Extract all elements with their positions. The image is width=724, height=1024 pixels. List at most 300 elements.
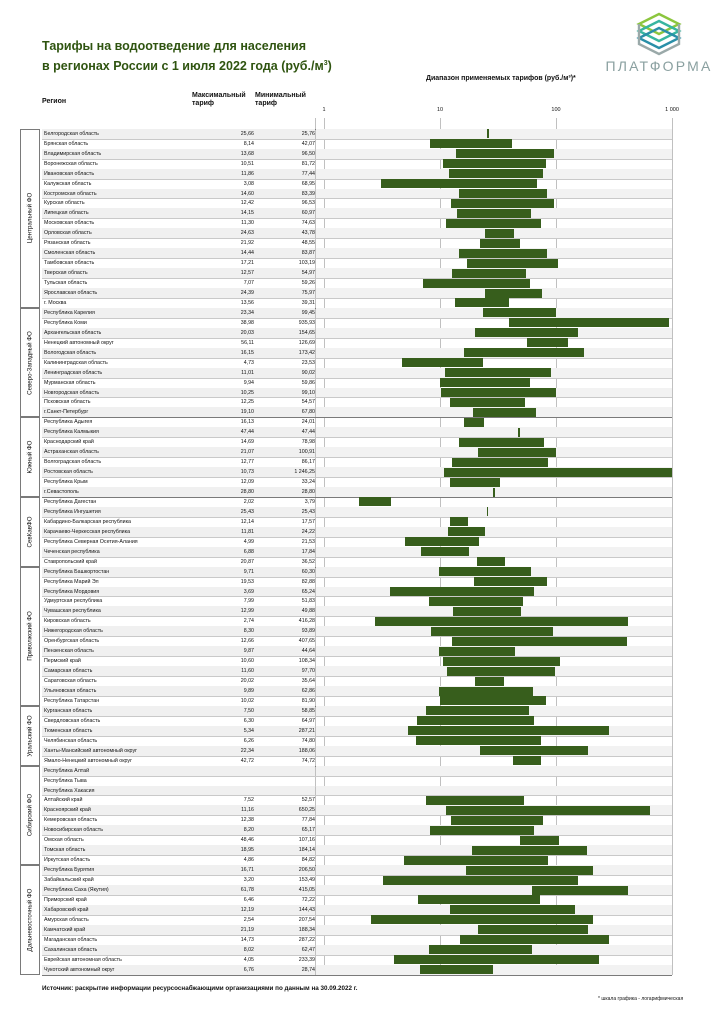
max-tariff-value: 21,92 [240,240,254,247]
region-name: Приморский край [44,896,87,903]
region-name: Псковская область [44,399,91,406]
region-name: Саратовская область [44,678,97,685]
max-tariff-value: 6,88 [243,548,254,555]
range-bar [420,965,493,974]
max-tariff-value: 7,50 [243,707,254,714]
min-tariff-value: 47,44 [301,429,315,436]
header-min-tariff: Минимальный тариф [255,92,306,107]
min-tariff-value: 78,98 [301,439,315,446]
max-tariff-value: 48,46 [240,837,254,844]
min-tariff-value: 416,28 [298,618,315,625]
min-tariff-value: 28,80 [301,489,315,495]
max-tariff-value: 10,25 [240,389,254,396]
min-tariff-value: 59,26 [301,280,315,287]
district-separator [42,417,672,418]
max-tariff-value: 13,68 [240,150,254,157]
max-tariff-value: 23,34 [240,309,254,316]
region-name: Костромская область [44,190,97,197]
region-name: Свердловская область [44,717,101,724]
min-tariff-value: 21,53 [301,538,315,545]
min-tariff-value: 74,80 [301,737,315,744]
max-tariff-value: 3,20 [243,877,254,884]
region-name: Волгоградская область [44,459,102,466]
row-separator [42,716,672,717]
region-name: Республика Коми [44,319,87,326]
min-tariff-value: 154,65 [298,329,315,336]
min-tariff-value: 43,78 [301,230,315,237]
max-tariff-value: 3,69 [243,588,254,595]
row-band [316,527,672,537]
max-tariff-value: 18,95 [240,847,254,854]
range-bar [520,836,560,845]
range-bar [402,358,483,367]
max-tariff-value: 8,14 [243,140,254,147]
min-tariff-value: 188,34 [298,926,315,933]
max-tariff-value: 19,53 [240,578,254,585]
min-tariff-value: 77,84 [301,817,315,824]
row-band [316,965,672,975]
range-bar [383,876,578,885]
range-bar [473,408,537,417]
region-name: Тамбовская область [44,260,95,267]
min-tariff-value: 86,17 [301,459,315,466]
max-tariff-value: 16,13 [240,419,254,426]
x-gridline [672,118,673,975]
region-name: Пермский край [44,658,81,665]
range-bar [450,517,469,526]
range-bar [459,249,548,258]
region-name: Нижегородская область [44,628,103,635]
row-separator [42,338,672,339]
region-name: Хабаровский край [44,906,89,913]
min-tariff-value: 207,54 [298,916,315,923]
min-tariff-value: 60,97 [301,210,315,217]
max-tariff-value: 5,34 [243,727,254,734]
region-name: Владимирская область [44,150,102,157]
range-bar [375,617,628,626]
max-tariff-value: 4,99 [243,538,254,545]
range-bar [464,418,484,427]
max-tariff-value: 14,73 [240,936,254,943]
x-tick-label: 1 [322,107,326,113]
min-tariff-value: 48,55 [301,240,315,247]
region-name: Тульская область [44,280,88,287]
range-bar [441,388,555,397]
range-bar [456,149,554,158]
range-bar [452,269,526,278]
row-separator [42,855,672,856]
row-band [316,766,672,776]
region-name: Астраханская область [44,449,99,456]
district-label [20,417,40,497]
max-tariff-value: 7,52 [243,797,254,804]
max-tariff-value: 11,81 [241,528,254,535]
range-bar [509,318,669,327]
row-separator [42,696,672,697]
min-tariff-value: 25,76 [301,130,315,137]
max-tariff-value: 4,05 [243,956,254,963]
region-name: Челябинская область [44,737,98,744]
range-bar [450,478,501,487]
max-tariff-value: 13,56 [240,299,254,306]
max-tariff-value: 12,19 [240,906,254,913]
region-name: Чеченская республика [44,548,100,555]
chart-title-line-2: в регионах России с 1 июля 2022 года $(руб./м^3)$ [42,59,332,74]
row-separator [42,218,672,219]
region-name: Омская область [44,837,84,844]
range-bar [478,448,557,457]
max-tariff-value: 11,01 [241,369,254,376]
region-name: Краснодарский край [44,439,94,446]
range-bar [423,279,530,288]
range-bar [431,627,553,636]
range-bar [429,597,523,606]
range-bar [430,826,534,835]
region-name: Иркутская область [44,857,91,864]
region-name: Вологодская область [44,349,97,356]
min-tariff-value: 83,87 [301,250,315,257]
min-tariff-value: 60,30 [301,568,315,575]
max-tariff-value: 21,07 [240,449,254,456]
min-tariff-value: 44,64 [301,648,315,655]
min-tariff-value: 82,88 [301,578,315,585]
min-tariff-value: 23,53 [301,359,315,366]
range-bar [451,816,544,825]
region-name: Мурманская область [44,379,96,386]
min-tariff-value: 99,10 [301,389,315,396]
district-label [20,865,40,974]
range-bar [460,935,610,944]
row-separator [42,179,672,180]
district-label [20,567,40,706]
row-band [42,487,315,497]
range-bar [446,219,541,228]
min-tariff-value: 287,22 [298,936,315,943]
min-tariff-value: 17,57 [301,518,315,525]
max-tariff-value: 21,19 [240,926,254,933]
min-tariff-value: 206,50 [298,867,315,874]
max-tariff-value: 16,71 [240,867,254,874]
max-tariff-value: 8,30 [243,628,254,635]
district-label [20,497,40,567]
max-tariff-value: 38,98 [240,319,254,326]
max-tariff-value: 9,87 [243,648,254,655]
range-bar [475,328,578,337]
max-tariff-value: 12,09 [240,479,254,486]
max-tariff-value: 12,42 [240,200,254,207]
range-bar [440,378,530,387]
range-bar [426,796,524,805]
region-name: Карачаево-Черкесская республика [44,528,131,535]
min-tariff-value: 52,57 [301,797,315,804]
range-bar [394,955,598,964]
range-bar [477,557,505,566]
min-tariff-value: 81,72 [301,160,315,167]
region-name: Магаданская область [44,936,98,943]
max-tariff-value: 2,74 [243,618,254,625]
region-name: Пензенская область [44,648,94,655]
range-bar [452,458,548,467]
region-name: Республика Бурятия [44,867,95,874]
row-separator [42,258,672,259]
row-separator [42,378,672,379]
row-separator [42,159,672,160]
max-tariff-value: 11,16 [241,807,254,814]
max-tariff-value: 12,14 [240,518,254,525]
max-tariff-value: 3,08 [243,180,254,187]
x-axis-title: Диапазон применяемых тарифов (руб./м³)* [426,75,576,82]
region-name: Новосибирская область [44,827,103,834]
min-tariff-value: 84,82 [301,857,315,864]
min-tariff-value: 93,89 [301,628,315,635]
min-tariff-value: 33,24 [301,479,315,486]
region-name: Республика Башкортостан [44,568,110,575]
region-name: Ханты-Мансийский автономный округ [44,747,138,754]
min-tariff-value: 24,01 [301,419,315,426]
max-tariff-value: 6,30 [243,717,254,724]
min-tariff-value: 62,47 [301,946,315,953]
max-tariff-value: 9,89 [243,688,254,694]
range-bar [439,567,531,576]
row-separator [42,397,672,398]
min-tariff-value: 64,97 [301,717,315,724]
min-tariff-value: 90,02 [301,369,315,376]
min-tariff-value: 144,43 [298,906,315,913]
row-band [316,507,672,517]
range-bar [416,736,541,745]
min-tariff-value: 35,64 [301,678,315,685]
region-name: Кабардино-Балкарская республика [44,518,131,525]
max-tariff-value: 20,87 [240,558,254,565]
max-tariff-value: 12,25 [240,399,254,406]
region-name: Рязанская область [44,240,91,247]
min-tariff-value: 153,49 [298,877,315,884]
min-tariff-value: 415,05 [298,887,315,893]
max-tariff-value: 56,11 [241,339,254,346]
range-bar [417,716,535,725]
region-name: Белгородская область [44,130,99,137]
row-separator [42,437,672,438]
range-bar [450,905,575,914]
row-band [316,427,672,437]
region-name: Республика Ингушетия [44,508,101,515]
region-name: Томская область [44,847,86,854]
range-bar [429,945,532,954]
region-name: Курганская область [44,707,93,714]
region-name: Новгородская область [44,389,100,396]
row-band [316,786,672,796]
range-bar [478,925,588,934]
district-name: Центральный ФО [26,193,34,244]
region-name: Орловская область [44,230,92,237]
region-name: Ульяновская область [44,688,97,694]
region-name: Красноярский край [44,807,91,814]
region-name: Тверская область [44,270,88,277]
max-tariff-value: 17,21 [240,260,254,267]
row-separator [42,815,672,816]
region-name: Чувашская республика [44,608,101,615]
max-tariff-value: 10,02 [240,697,254,704]
header-region: Регион [42,98,67,105]
range-bar [443,657,560,666]
min-tariff-value: 126,69 [298,339,315,346]
region-name: Ярославская область [44,290,98,296]
min-tariff-value: 233,39 [298,956,315,963]
min-tariff-value: 59,86 [301,379,315,386]
district-name: Уральский ФО [26,715,34,757]
max-tariff-value: 9,94 [243,379,254,386]
region-name: Липецкая область [44,210,89,217]
region-name: Архангельская область [44,329,102,336]
region-name: Камчатский край [44,926,86,933]
district-name: Южный ФО [26,440,34,474]
row-separator [42,139,672,140]
max-tariff-value: 11,86 [241,170,254,177]
min-tariff-value: 3,79 [304,498,315,505]
max-tariff-value: 12,77 [240,459,254,466]
max-tariff-value: 20,02 [240,678,254,685]
range-bar [485,289,542,298]
district-name: Сибирский ФО [26,794,34,837]
max-tariff-value: 10,51 [240,160,254,167]
district-separator [42,497,672,498]
row-band [316,547,672,557]
max-tariff-value: 8,02 [243,946,254,953]
district-label [20,706,40,766]
row-separator [42,198,672,199]
max-tariff-value: 11,60 [241,668,254,675]
region-name: Республика Тыва [44,777,87,784]
max-tariff-value: 12,38 [240,817,254,824]
row-separator [42,238,672,239]
max-tariff-value: 2,54 [243,916,254,923]
range-bar [480,239,520,248]
max-tariff-value: 10,73 [240,469,254,476]
max-tariff-value: 14,60 [240,190,254,197]
row-separator [42,577,672,578]
region-name: Республика Марий Эл [44,578,99,585]
range-bar [426,706,530,715]
range-bar [480,746,587,755]
max-tariff-value: 7,99 [243,598,254,605]
region-name: Алтайский край [44,797,83,804]
min-tariff-value: 96,53 [301,200,315,207]
max-tariff-value: 6,46 [243,896,254,903]
min-tariff-value: 36,52 [301,558,315,565]
row-separator [42,557,672,558]
range-bar [444,468,672,477]
region-name: Амурская область [44,916,89,923]
region-name: Забайкальский край [44,877,94,884]
region-name: Республика Карелия [44,309,95,316]
max-tariff-value: 6,26 [243,737,254,744]
min-tariff-value: 407,65 [298,638,315,645]
min-tariff-value: 24,22 [301,528,315,535]
region-name: Ивановская область [44,170,95,177]
region-name: Удмуртская республика [44,598,103,605]
region-name: Кемеровская область [44,817,98,824]
min-tariff-value: 54,97 [301,270,315,277]
chart-title-line-1: Тарифы на водоотведение для населения [42,39,306,53]
max-tariff-value: 11,30 [241,220,254,227]
region-name: Ставропольский край [44,558,97,565]
range-bar [518,428,519,437]
region-name: Республика Хакасия [44,787,95,794]
max-tariff-value: 9,71 [243,568,254,575]
range-bar [408,726,609,735]
region-name: г.Санкт-Петербург [44,409,89,416]
range-bar [447,667,554,676]
max-tariff-value: 61,78 [240,887,254,893]
log-scale-note: * шкала графика - логарифмическая [598,996,684,1002]
range-bar [390,587,535,596]
range-bar [532,886,628,895]
range-bar [513,756,541,765]
x-tick-label: 100 [551,107,561,113]
min-tariff-value: 97,70 [301,668,315,675]
region-name: Смоленская область [44,250,96,257]
range-bar [448,527,484,536]
min-tariff-value: 99,45 [301,309,315,316]
max-tariff-value: 22,34 [240,747,254,754]
min-tariff-value: 188,06 [298,747,315,754]
district-label [20,308,40,417]
range-bar [421,547,469,556]
min-tariff-value: 287,21 [298,727,315,734]
min-tariff-value: 17,84 [301,548,315,555]
range-bar [457,209,531,218]
min-tariff-value: 75,97 [301,290,315,296]
min-tariff-value: 935,93 [298,319,315,326]
range-bar [451,199,554,208]
min-tariff-value: 83,39 [301,190,315,197]
max-tariff-value: 10,60 [240,658,254,665]
region-name: г.Севастополь [44,489,79,495]
min-tariff-value: 25,43 [301,508,315,515]
min-tariff-value: 39,31 [301,299,315,306]
row-separator [42,736,672,737]
min-tariff-value: 77,44 [301,170,315,177]
max-tariff-value: 19,10 [240,409,254,416]
max-tariff-value: 4,73 [243,359,254,366]
min-tariff-value: 107,16 [298,837,315,844]
header-max-tariff: Максимальный тариф [192,92,246,107]
min-tariff-value: 68,95 [301,180,315,187]
district-name: Дальневосточный ФО [26,888,34,952]
range-bar [475,677,504,686]
region-name: Калининградская область [44,359,108,366]
max-tariff-value: 20,03 [240,329,254,336]
max-tariff-value: 24,63 [240,230,254,237]
range-bar [439,687,532,696]
range-bar [359,497,391,506]
range-bar [487,507,488,516]
min-tariff-value: 81,90 [301,697,315,704]
max-tariff-value: 25,43 [240,508,254,515]
row-separator [42,477,672,478]
min-tariff-value: 62,86 [301,688,315,694]
range-bar [483,308,556,317]
max-tariff-value: 6,76 [243,966,254,973]
region-name: Ямало-Ненецкий автономный округ [44,757,133,764]
district-label [20,129,40,308]
range-bar [487,129,488,138]
range-bar [430,139,513,148]
row-separator [42,756,672,757]
range-bar [459,189,547,198]
range-bar [449,169,544,178]
max-tariff-value: 12,99 [240,608,254,615]
